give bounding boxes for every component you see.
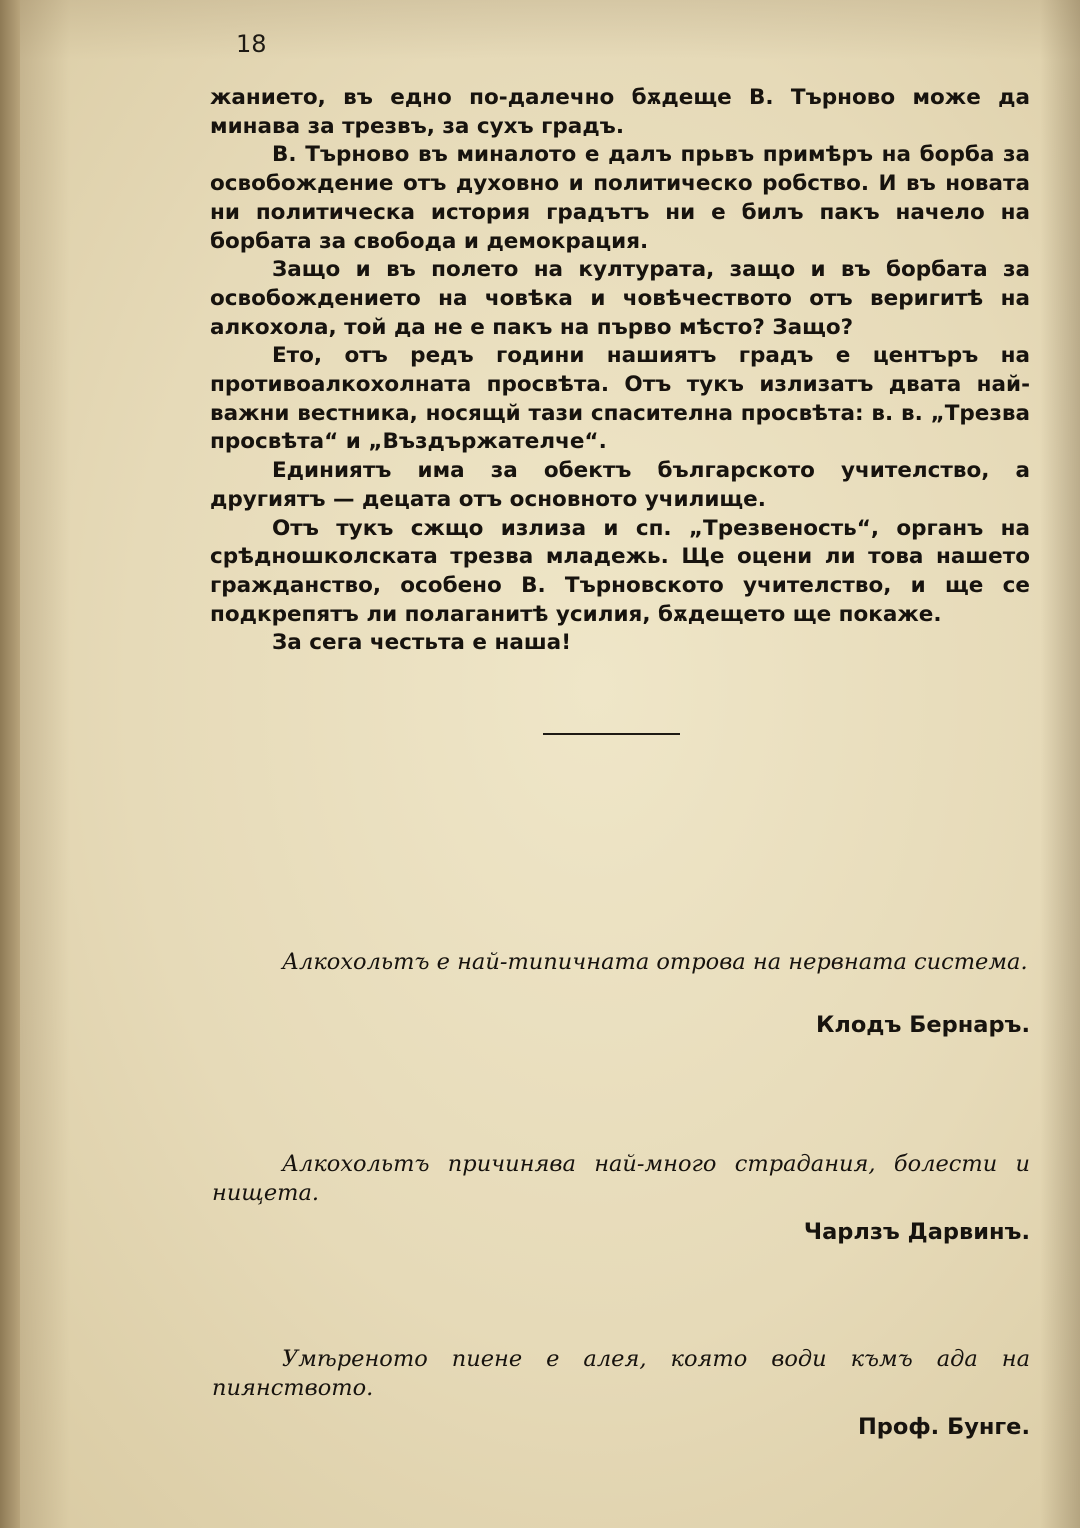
paragraph: В. Търново въ миналото е далъ прьвъ примѣръ на борба за освобождение отъ духовно и политическо робство. И въ новата ни политическа история градътъ ни е билъ пакъ начело на борбата за свобода и демокрация. — [210, 142, 1030, 254]
main-text — [210, 84, 1030, 658]
quote-3 — [212, 1345, 1030, 1403]
section-divider — [543, 733, 680, 735]
quote-text: Алкохольтъ е най-типичната отрова на нервната система. — [282, 949, 1028, 975]
paragraph: Защо и въ полето на културата, защо и въ борбата за освобождението на човѣка и човѣчеството отъ веригитѣ на алкохола, той да не е пакъ на първо мѣсто? Защо? — [210, 257, 1030, 340]
paragraph: Единиятъ има за обектъ българското учителство, а другиятъ — децата отъ основното училище. — [210, 458, 1030, 512]
quote-1 — [212, 948, 1030, 977]
quote-author-2: Чарлзъ Дарвинъ. — [803, 1219, 1030, 1245]
closing-line: За сега честьта е наша! — [272, 630, 571, 656]
book-spine-shadow — [0, 0, 20, 1528]
paragraph: Отъ тукъ сжщо излиза и сп. „Трезвеность“, органъ на срѣдношколската трезва младежь. Ще оцени ли това нашето гражданство, особено В. Търновското учителство, и ще се подкрепятъ ли полаганитѣ усилия, бѫдещето ще покаже. — [210, 515, 1030, 627]
quote-author-3: Проф. Бунге. — [857, 1414, 1030, 1440]
paragraph-continuation: жанието, въ едно по-далечно бѫдеще В. Търново може да минава за трезвъ, за сухъ градъ. — [210, 85, 1030, 139]
quote-text: Умѣреното пиене е алея, която води къмъ ада на пиянството. — [212, 1346, 1030, 1401]
quote-author-1: Клодъ Бернаръ. — [815, 1012, 1030, 1038]
quote-2 — [212, 1150, 1030, 1208]
paragraph: Ето, отъ редъ години нашиятъ градъ е центъръ на противоалкохолната просвѣта. Отъ тукъ излизатъ двата най-важни вестника, носящй тази спасителна просвѣта: в. в. „Трезва просвѣта“ и „Въздържателче“. — [210, 343, 1030, 455]
quote-text: Алкохольтъ причинява най-много страдания, болести и нищета. — [212, 1151, 1030, 1206]
page-number: 18 — [236, 30, 267, 58]
